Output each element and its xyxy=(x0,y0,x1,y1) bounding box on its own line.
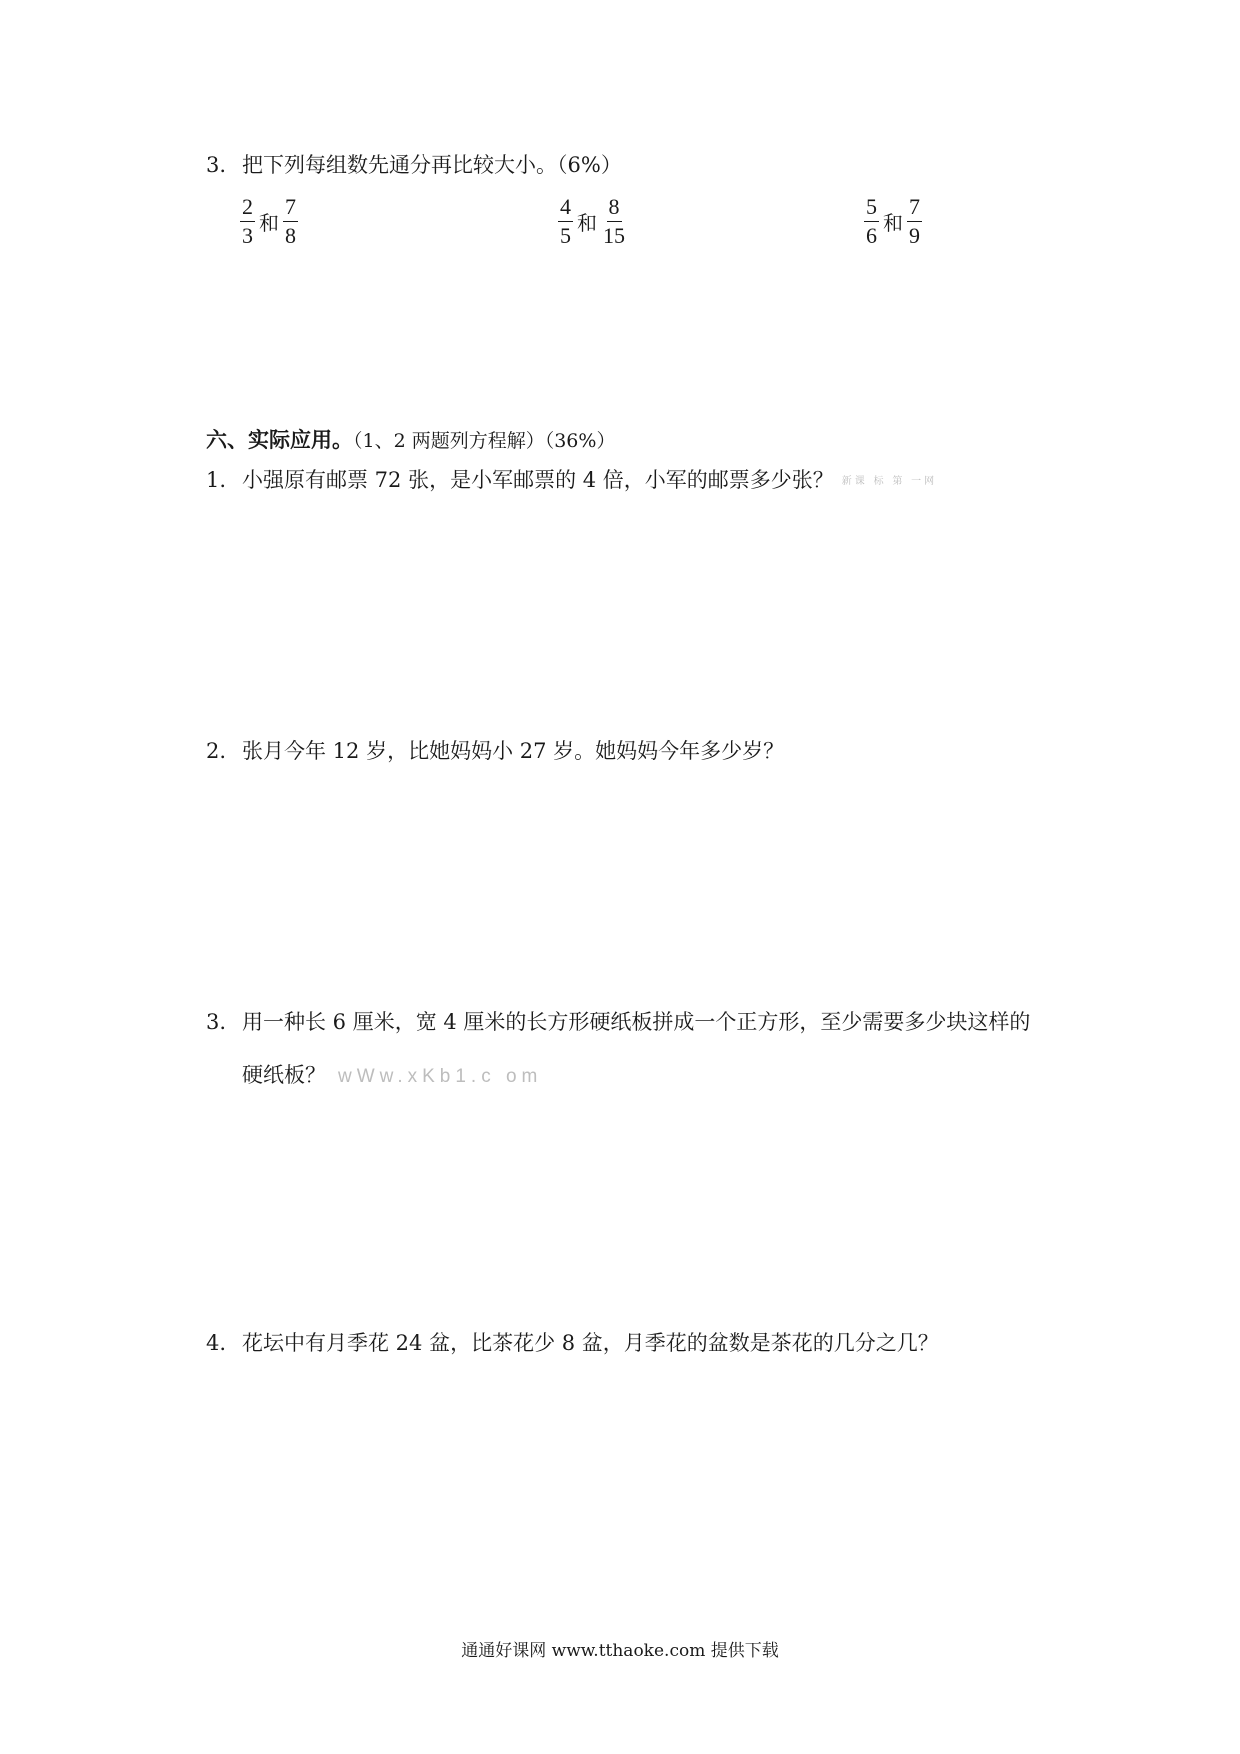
watermark-text: wWw.xKb1.c om xyxy=(338,1066,543,1087)
question-number: 1. xyxy=(206,468,227,492)
and-word: 和 xyxy=(883,211,903,235)
section-title: 六、实际应用。 xyxy=(206,427,353,452)
question-text: 小强原有邮票 72 张，是小军邮票的 4 倍，小军的邮票多少张？ xyxy=(242,468,834,492)
question-number: 3. xyxy=(206,153,227,177)
section-note: （1、2 两题列方程解）（36%） xyxy=(353,430,616,452)
question-text-continuation: 硬纸板？ xyxy=(242,1063,326,1087)
question-text: 花坛中有月季花 24 盆，比茶花少 8 盆，月季花的盆数是茶花的几分之几？ xyxy=(242,1331,939,1355)
fraction: $\frac{2}{3}$ xyxy=(242,194,253,248)
question-6-4 xyxy=(206,1333,939,1354)
and-word: 和 xyxy=(577,211,597,235)
fraction-pair-3 xyxy=(862,196,924,247)
question-number: 2. xyxy=(206,739,227,763)
question-6-1 xyxy=(206,470,937,491)
section-6-heading xyxy=(206,429,615,451)
and-word: 和 xyxy=(259,211,279,235)
question-6-3 xyxy=(206,1012,1030,1033)
question-text: 把下列每组数先通分再比较大小。（6%） xyxy=(242,153,622,177)
question-6-3-continuation xyxy=(242,1065,542,1086)
question-6-2 xyxy=(206,741,784,762)
question-number: 4. xyxy=(206,1331,227,1355)
fraction: $\frac{5}{6}$ xyxy=(866,194,877,248)
fraction: $\frac{8}{15}$ xyxy=(603,194,625,248)
fraction: $\frac{4}{5}$ xyxy=(560,194,571,248)
fraction: $\frac{7}{8}$ xyxy=(285,194,296,248)
question-text: 张月今年 12 岁，比她妈妈小 27 岁。她妈妈今年多少岁？ xyxy=(242,739,785,763)
fraction-pair-1 xyxy=(238,196,300,247)
fraction: $\frac{7}{9}$ xyxy=(909,194,920,248)
question-number: 3. xyxy=(206,1010,227,1034)
question-5-3 xyxy=(206,155,622,176)
question-text: 用一种长 6 厘米，宽 4 厘米的长方形硬纸板拼成一个正方形，至少需要多少块这样的 xyxy=(242,1010,1031,1034)
watermark-text: 新课 标 第 一网 xyxy=(841,475,938,487)
fraction-pair-2 xyxy=(556,196,629,247)
page-footer: 通通好课网 www.tthaoke.com 提供下载 xyxy=(461,1641,779,1661)
